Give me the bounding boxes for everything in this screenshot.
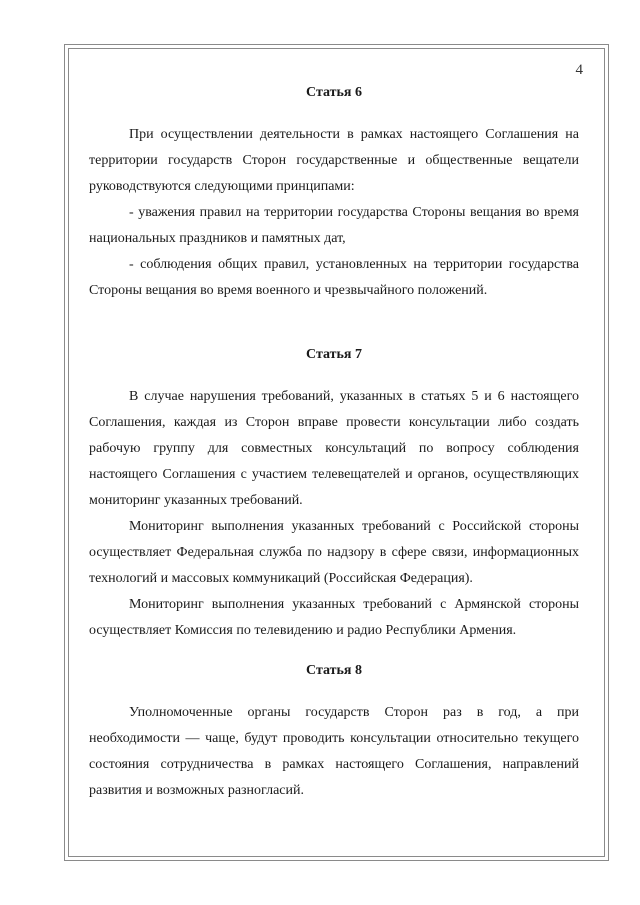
article-7	[89, 342, 579, 644]
paragraph: Уполномоченные органы государств Сторон раз в год, а при необходимости — чаще, будут проводить консультации относительно текущего состояния сотрудничества в рамках настоящего Соглашения, направлений развития и возможных разногласий.	[89, 705, 579, 798]
article-heading: Статья 7	[306, 347, 362, 362]
paragraph: Мониторинг выполнения указанных требований с Армянской стороны осуществляет Комиссия по телевидению и радио Республики Армения.	[89, 597, 579, 638]
article-heading: Статья 8	[306, 663, 362, 678]
paragraph: - уважения правил на территории государства Стороны вещания во время национальных праздников и памятных дат,	[89, 205, 579, 246]
document-body	[89, 80, 579, 804]
paragraph: При осуществлении деятельности в рамках настоящего Соглашения на территории государств Сторон государственные и общественные вещатели руководствуются следующими принципами:	[89, 127, 579, 194]
paragraph: В случае нарушения требований, указанных в статьях 5 и 6 настоящего Соглашения, каждая из Сторон вправе провести консультации либо создать рабочую группу для совместных консультаций по вопросу соблюдения настоящего Соглашения с участием телевещателей и органов, осуществляющих мониторинг указанных требований.	[89, 389, 579, 508]
paragraph: Мониторинг выполнения указанных требований с Российской стороны осуществляет Федеральная служба по надзору в сфере связи, информационных технологий и массовых коммуникаций (Российская Федерация).	[89, 519, 579, 586]
article-heading: Статья 6	[306, 85, 362, 100]
page-number: 4	[575, 62, 583, 78]
article-8	[89, 658, 579, 804]
article-6	[89, 80, 579, 304]
paragraph: - соблюдения общих правил, установленных на территории государства Стороны вещания во время военного и чрезвычайного положений.	[89, 257, 579, 298]
